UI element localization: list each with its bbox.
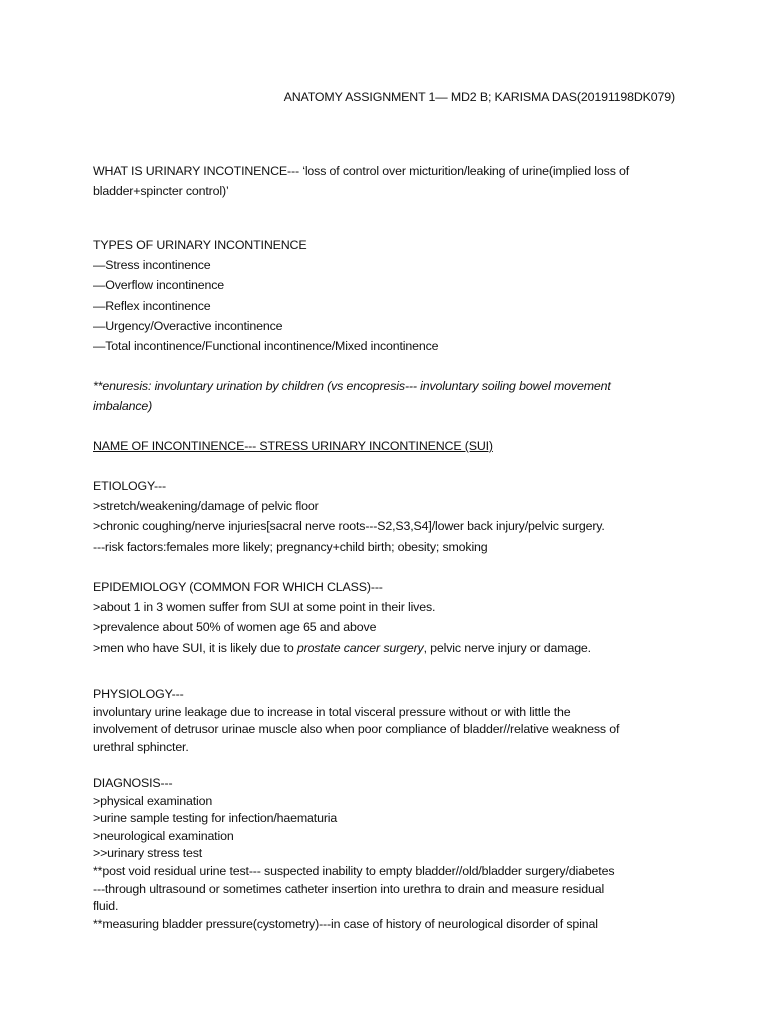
list-item: —Total incontinence/Functional incontinence/Mixed incontinence bbox=[93, 339, 439, 354]
physiology-section bbox=[93, 686, 693, 756]
list-item: **measuring bladder pressure(cystometry)---in case of history of neurological disorder of spinal bbox=[93, 916, 598, 931]
list-item: ---risk factors:females more likely; pregnancy+child birth; obesity; smoking bbox=[93, 539, 488, 554]
etiology-section bbox=[93, 476, 693, 557]
epidemiology-section bbox=[93, 577, 693, 658]
document-title: ANATOMY ASSIGNMENT 1— MD2 B; KARISMA DAS(20191198DK079) bbox=[283, 90, 675, 104]
section-heading: TYPES OF URINARY INCONTINENCE bbox=[93, 238, 307, 252]
list-item: >urine sample testing for infection/haematuria bbox=[93, 811, 338, 826]
section-heading: ETIOLOGY--- bbox=[93, 479, 166, 493]
men-italic: prostate cancer surgery bbox=[296, 640, 424, 655]
men-prefix: >men who have SUI, it is likely due to bbox=[93, 640, 297, 655]
list-item: >physical examination bbox=[93, 793, 213, 808]
list-item: —Overflow incontinence bbox=[93, 278, 224, 293]
list-item: —Urgency/Overactive incontinence bbox=[93, 318, 283, 333]
list-item: >stretch/weakening/damage of pelvic floor bbox=[93, 499, 319, 514]
section-heading: PHYSIOLOGY--- bbox=[93, 687, 184, 701]
list-item-men bbox=[93, 638, 693, 658]
types-section bbox=[93, 235, 693, 356]
list-item: ---through ultrasound or sometimes catheter insertion into urethra to drain and measure residual bbox=[93, 881, 605, 896]
list-item: —Stress incontinence bbox=[93, 258, 211, 273]
paragraph-line: urethral sphincter. bbox=[93, 739, 189, 754]
list-item: >>urinary stress test bbox=[93, 846, 203, 861]
definition-line: WHAT IS URINARY INCOTINENCE--- ‘loss of control over micturition/leaking of urine(implied loss of bbox=[93, 164, 630, 178]
men-suffix: , pelvic nerve injury or damage. bbox=[423, 640, 591, 655]
list-item: —Reflex incontinence bbox=[93, 298, 211, 313]
paragraph-line: involuntary urine leakage due to increase in total visceral pressure without or with little the bbox=[93, 704, 571, 719]
section-heading: EPIDEMIOLOGY (COMMON FOR WHICH CLASS)--- bbox=[93, 580, 383, 594]
definition-section bbox=[93, 161, 693, 201]
list-item: >chronic coughing/nerve injuries[sacral nerve roots---S2,S3,S4]/lower back injury/pelvic surgery. bbox=[93, 519, 605, 534]
diagnosis-section bbox=[93, 775, 693, 933]
paragraph-line: involvement of detrusor urinae muscle also when poor compliance of bladder//relative weakness of bbox=[93, 722, 620, 737]
note-line: imbalance) bbox=[93, 399, 153, 414]
incontinence-name-section bbox=[93, 436, 693, 456]
list-item: >neurological examination bbox=[93, 828, 234, 843]
incontinence-name-heading: NAME OF INCONTINENCE--- STRESS URINARY INCONTINENCE (SUI) bbox=[93, 439, 493, 453]
note-line: **enuresis: involuntary urination by children (vs encopresis--- involuntary soiling bowel movement bbox=[93, 379, 611, 393]
definition-line: bladder+spincter control)’ bbox=[93, 184, 229, 199]
list-item: fluid. bbox=[93, 899, 119, 914]
section-heading: DIAGNOSIS--- bbox=[93, 776, 173, 790]
list-item: >prevalence about 50% of women age 65 and above bbox=[93, 620, 377, 635]
list-item: >about 1 in 3 women suffer from SUI at some point in their lives. bbox=[93, 600, 436, 615]
list-item: **post void residual urine test--- suspected inability to empty bladder//old/bladder surgery/diabetes bbox=[93, 863, 615, 878]
enuresis-note bbox=[93, 376, 693, 416]
